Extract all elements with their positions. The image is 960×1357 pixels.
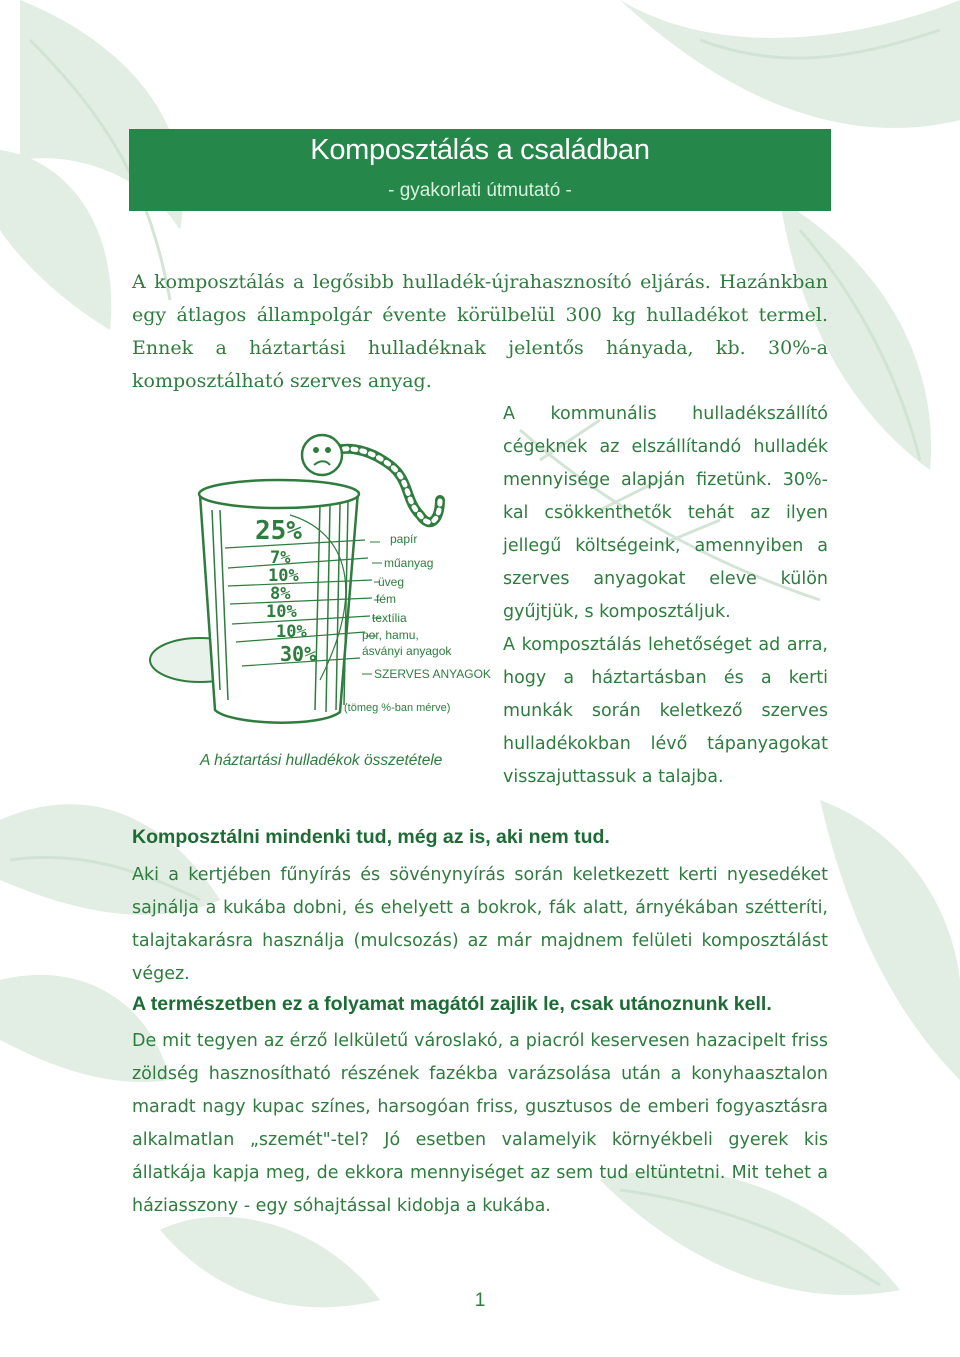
section-1-body: Aki a kertjében fűnyírás és sövénynyírás során keletkezett kerti nyesedéket sajnálja a kukába dobni, és ehelyett a bokrok, fák alatt, árnyékában szétteríti, talajtakarásra használja (mulcsozás) az már majdnem felületi komposztálást végez. xyxy=(132,865,828,984)
label-metal: fém xyxy=(376,592,397,606)
right-column-paragraph-1: A kommunális hulladékszállító cégeknek az elszállítandó hulladék mennyisége alapján fizetünk. 30%-kal csökkenthetők tehát az ilyen jellegű költségeink, amennyiben a szerves anyagokat eleve külön gyűjtjük, s komposztáljuk. xyxy=(503,404,828,622)
right-column-paragraph-2: A komposztálás lehetőséget ad arra, hogy a háztartásban és a kerti munkák során keletkező szerves hulladékokban lévő tápanyagokat visszajuttassuk a talajba. xyxy=(503,635,828,787)
label-paper: papír xyxy=(390,532,418,546)
illustration-caption: A háztartási hulladékok összetétele xyxy=(200,752,443,769)
label-glass: üveg xyxy=(378,575,405,589)
intro-paragraph: A komposztálás a legősibb hulladék-újrahasznosító eljárás. Hazánkban egy átlagos állampolgár évente körülbelül 300 kg hulladékot termel. Ennek a háztartási hulladéknak jelentős hányada, kb. 30%-a komposztálható szerves anyag. xyxy=(132,271,828,392)
page-title: Komposztálás a családban xyxy=(310,134,650,166)
pct-dust: 10% xyxy=(276,622,307,642)
pct-metal: 8% xyxy=(270,584,291,604)
label-textile: textília xyxy=(372,611,407,625)
page-subtitle: - gyakorlati útmutató - xyxy=(388,180,572,201)
bin-drawing xyxy=(140,420,500,790)
label-dust-1: por, hamu, xyxy=(362,628,419,642)
section-1-heading: Komposztálni mindenki tud, még az is, aki nem tud. xyxy=(132,826,610,848)
page-number: 1 xyxy=(474,1290,486,1311)
section-2-heading: A természetben ez a folyamat magától zajlik le, csak utánoznunk kell. xyxy=(132,993,772,1015)
pct-plastic: 7% xyxy=(270,548,291,568)
pct-textile: 10% xyxy=(266,602,297,622)
pct-organic: 30% xyxy=(280,642,317,666)
pct-glass: 10% xyxy=(268,566,299,586)
label-organic: SZERVES ANYAGOK xyxy=(374,667,491,681)
label-dust-2: ásványi anyagok xyxy=(362,644,452,658)
section-2-body: De mit tegyen az érző lelkületű városlakó, a piacról keservesen hazacipelt friss zöldség hasznosítható részének fazékba varázsolása után a konyhaasztalon maradt nagy kupac színes, harsogóan friss, gusztusos de emberi fogyasztásra alkalmatlan „szemét"-tel? Jó esetben valamelyik környékbeli gyerek kis állatkája kapja meg, de ekkora mennyiséget az sem tud eltüntetni. Mit tehet a háziasszony - egy sóhajtással kidobja a kukába. xyxy=(132,1031,828,1216)
label-plastic: műanyag xyxy=(384,556,434,570)
pct-paper: 25% xyxy=(255,516,302,546)
waste-bin-illustration xyxy=(140,420,500,790)
label-weight-note: (tömeg %-ban mérve) xyxy=(344,702,451,714)
right-column-text xyxy=(503,398,828,794)
